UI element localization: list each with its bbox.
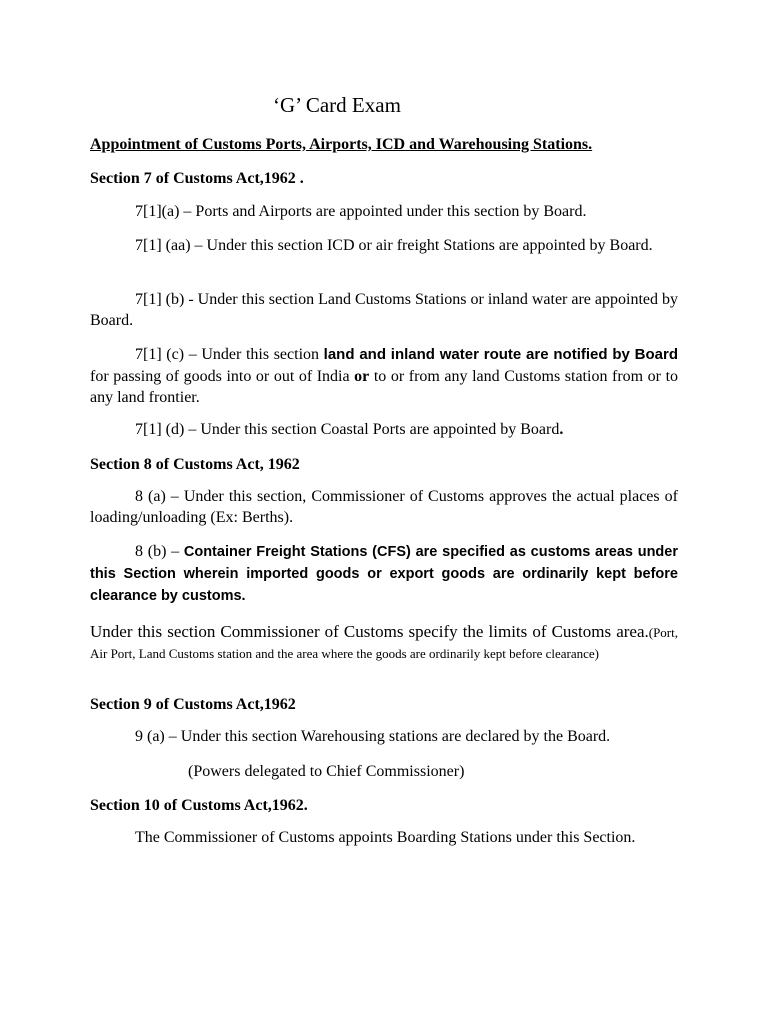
section-7-1-a: 7[1](a) – Ports and Airports are appointed under this section by Board. bbox=[135, 203, 587, 220]
section-10-text: The Commissioner of Customs appoints Boarding Stations under this Section. bbox=[135, 829, 636, 846]
section-7-1-c-or: or bbox=[354, 368, 370, 385]
section-7-1-c-text-3: to or from any land Customs station from or to any land frontier. bbox=[90, 368, 679, 406]
section-8-b bbox=[90, 541, 678, 607]
section-9-note: (Powers delegated to Chief Commissioner) bbox=[188, 763, 465, 780]
section-8-c-text: Under this section Commissioner of Customs specify the limits of Customs area. bbox=[90, 622, 649, 641]
section-8-c bbox=[90, 621, 678, 664]
section-7-heading: Section 7 of Customs Act,1962 . bbox=[90, 170, 304, 187]
section-7-1-b: 7[1] (b) - Under this section Land Customs Stations or inland water are appointed by Board. bbox=[90, 291, 678, 329]
section-7-1-c-text: 7[1] (c) – Under this section bbox=[135, 346, 324, 363]
section-8-heading: Section 8 of Customs Act, 1962 bbox=[90, 456, 300, 473]
section-9-heading: Section 9 of Customs Act,1962 bbox=[90, 696, 296, 713]
section-7-1-c-emphasis: land and inland water route are notified by Board bbox=[323, 346, 678, 363]
page-title: ‘G’ Card Exam bbox=[273, 93, 401, 117]
section-7-1-aa: 7[1] (aa) – Under this section ICD or air freight Stations are appointed by Board. bbox=[135, 237, 653, 254]
section-9-a: 9 (a) – Under this section Warehousing stations are declared by the Board. bbox=[135, 728, 611, 745]
section-7-1-d-period: . bbox=[559, 421, 564, 438]
section-8-a: 8 (a) – Under this section, Commissioner of Customs approves the actual places of loading/unloading (Ex: Berths). bbox=[90, 488, 678, 526]
document-heading: Appointment of Customs Ports, Airports, ICD and Warehousing Stations. bbox=[90, 136, 593, 153]
section-8-c-note: (Port, Air Port, Land Customs station and the area where the goods are ordinarily kept before clearance) bbox=[90, 625, 678, 661]
section-7-1-d bbox=[90, 419, 678, 440]
section-8-b-text: Container Freight Stations (CFS) are specified as customs areas under this Section wherein imported goods or export goods are ordinarily kept before clearance by customs. bbox=[90, 544, 678, 604]
section-7-1-c bbox=[90, 344, 678, 408]
section-8-b-label: 8 (b) – bbox=[135, 543, 184, 560]
section-10-heading: Section 10 of Customs Act,1962. bbox=[90, 797, 308, 814]
section-7-1-c-text-2: for passing of goods into or out of India bbox=[90, 368, 355, 385]
section-7-1-d-text: 7[1] (d) – Under this section Coastal Ports are appointed by Board bbox=[135, 421, 560, 438]
